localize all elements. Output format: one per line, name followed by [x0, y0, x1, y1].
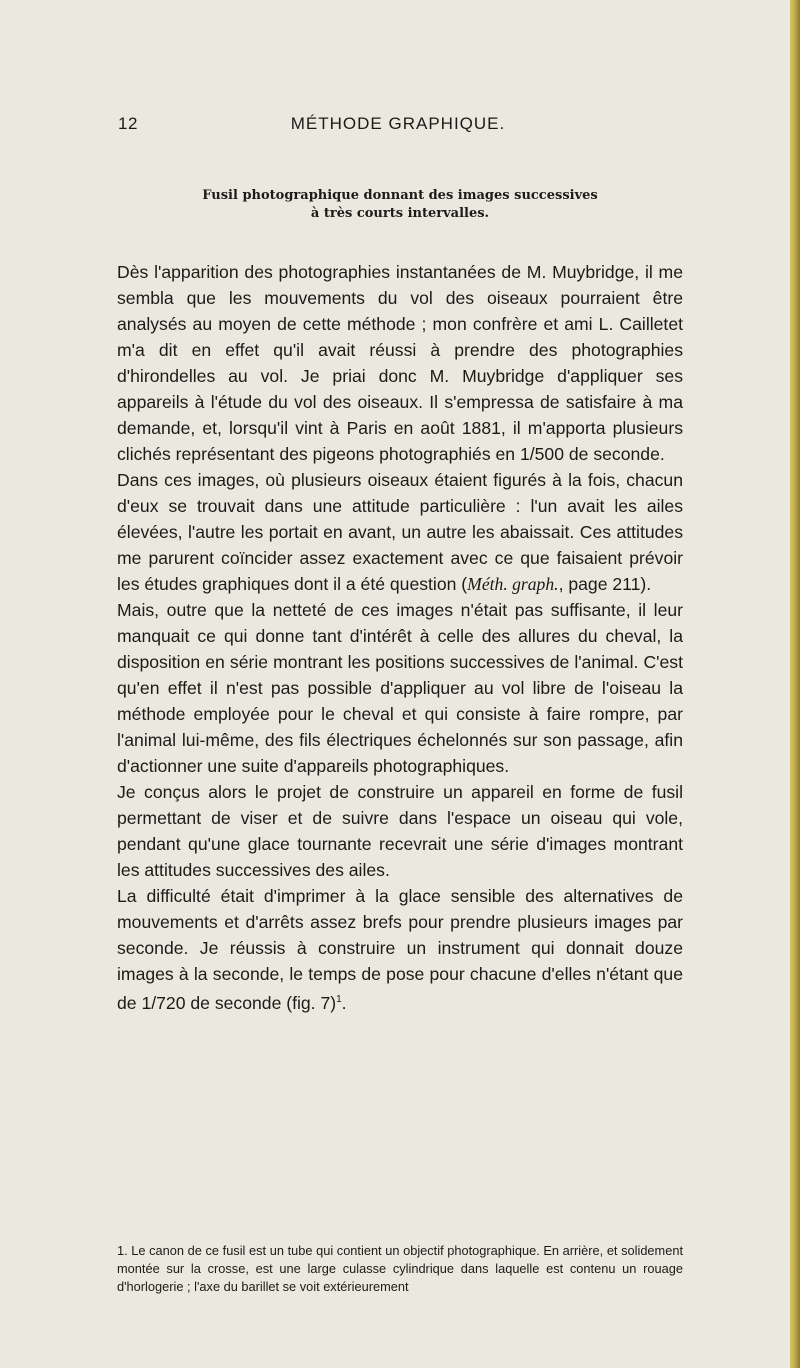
- citation-reference: Méth. graph.: [467, 574, 559, 594]
- paragraph-2-text-b: , page 211).: [558, 574, 652, 594]
- section-title-line-2: à très courts intervalles.: [310, 206, 490, 221]
- section-title-line-1: Fusil photographique donnant des images successives: [202, 188, 598, 203]
- footnote-marker: 1: [336, 994, 342, 1005]
- footnote: [117, 1242, 683, 1296]
- paragraph-2-text-a: Dans ces images, où plusieurs oiseaux étaient figurés à la fois, chacun d'eux se trouvait dans une attitude particulière : l'un avait les ailes élevées, l'autre les portait en avant, un autre les abaissait. Ces attitudes me parurent coïncider assez exactement avec ce que faisaient prévoir les études graphiques dont il a été question (: [117, 470, 683, 594]
- paragraph-4: Je conçus alors le projet de construire un appareil en forme de fusil permettant de viser et de suivre dans l'espace un oiseau qui vole, pendant qu'une glace tournante recevrait une série d'images montrant les attitudes successives des ailes.: [117, 782, 683, 880]
- paragraph-5: [117, 883, 683, 1016]
- paragraph-5-end: .: [341, 992, 347, 1013]
- paragraph-2: [117, 467, 683, 597]
- section-title: [120, 187, 680, 223]
- running-title: MÉTHODE GRAPHIQUE.: [290, 114, 506, 133]
- page-edge: [790, 0, 800, 1368]
- page-header: [118, 114, 678, 144]
- body-text: [117, 259, 683, 1016]
- paragraph-1: Dès l'apparition des photographies instantanées de M. Muybridge, il me sembla que les mouvements du vol des oiseaux pourraient être analysés au moyen de cette méthode ; mon confrère et ami L. Cailletet m'a dit en effet qu'il avait réussi à prendre des photographies d'hirondelles au vol. Je priai donc M. Muybridge d'appliquer ses appareils à l'étude du vol des oiseaux. Il s'empressa de satisfaire à ma demande, et, lorsqu'il vint à Paris en août 1881, il m'apporta plusieurs clichés représentant des pigeons photographiés en 1/500 de seconde.: [117, 262, 683, 464]
- paragraph-5-text: La difficulté était d'imprimer à la glace sensible des alternatives de mouvements et d'arrêts assez brefs pour prendre plusieurs images par seconde. Je réussis à construire un instrument qui donnait douze images à la seconde, le temps de pose pour chacune d'elles n'étant que de 1/720 de seconde (fig. 7): [117, 886, 683, 1013]
- footnote-text: 1. Le canon de ce fusil est un tube qui contient un objectif photographique. En arrière, et solidement montée sur la crosse, est une large culasse cylindrique dans laquelle est contenu un rouage d'horlogerie ; l'axe du barillet se voit extérieurement: [117, 1243, 683, 1294]
- paragraph-3: Mais, outre que la netteté de ces images n'était pas suffisante, il leur manquait ce qui donne tant d'intérêt à celle des allures du cheval, la disposition en série montrant les positions successives de l'animal. C'est qu'en effet il n'est pas possible d'appliquer au vol libre de l'oiseau la méthode employée pour le cheval et qui consiste à faire rompre, par l'animal lui-même, des fils électriques échelonnés sur son passage, afin d'actionner une suite d'appareils photographiques.: [117, 600, 683, 776]
- page-number: 12: [118, 114, 138, 133]
